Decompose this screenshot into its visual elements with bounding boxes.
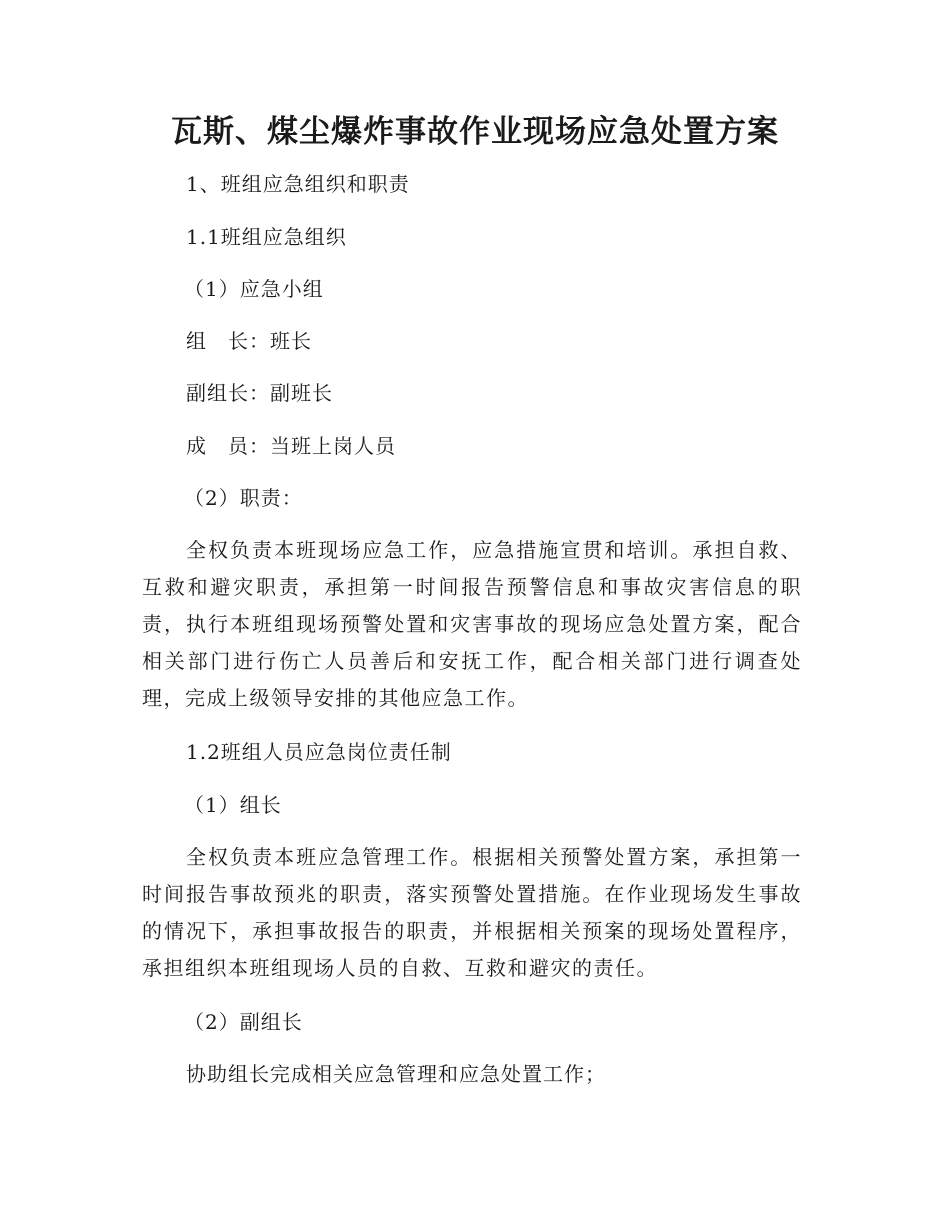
item-emergency-group: （1）应急小组	[184, 277, 324, 301]
deputy-leader-line: 副组长：副班长	[186, 381, 333, 405]
item-duties: （2）职责：	[184, 486, 303, 510]
section-heading-1-1: 1.1班组应急组织	[186, 225, 347, 249]
section-heading-1-2: 1.2班组人员应急岗位责任制	[186, 740, 452, 764]
item-deputy-leader: （2）副组长	[184, 1010, 303, 1034]
duties-paragraph: 全权负责本班现场应急工作，应急措施宣贯和培训。承担自救、互救和避灾职责，承担第一时间报告预警信息和事故灾害信息的职责，执行本班组现场预警处置和灾害事故的现场应急处置方案，配合相关部门进行伤亡人员善后和安抚工作，配合相关部门进行调查处理，完成上级领导安排的其他应急工作。	[142, 538, 802, 710]
document-title: 瓦斯、煤尘爆炸事故作业现场应急处置方案	[171, 114, 779, 150]
leader-paragraph: 全权负责本班应急管理工作。根据相关预警处置方案，承担第一时间报告事故预兆的职责，落实预警处置措施。在作业现场发生事故的情况下，承担事故报告的职责，并根据相关预案的现场处置程序，承担组织本班组现场人员的自救、互救和避灾的责任。	[142, 845, 802, 980]
leader-line: 组 长：班长	[186, 329, 312, 353]
item-leader: （1）组长	[184, 793, 282, 817]
members-line: 成 员：当班上岗人员	[186, 434, 396, 458]
deputy-paragraph: 协助组长完成相关应急管理和应急处置工作；	[186, 1062, 606, 1086]
section-heading-1: 1、班组应急组织和职责	[186, 172, 410, 196]
